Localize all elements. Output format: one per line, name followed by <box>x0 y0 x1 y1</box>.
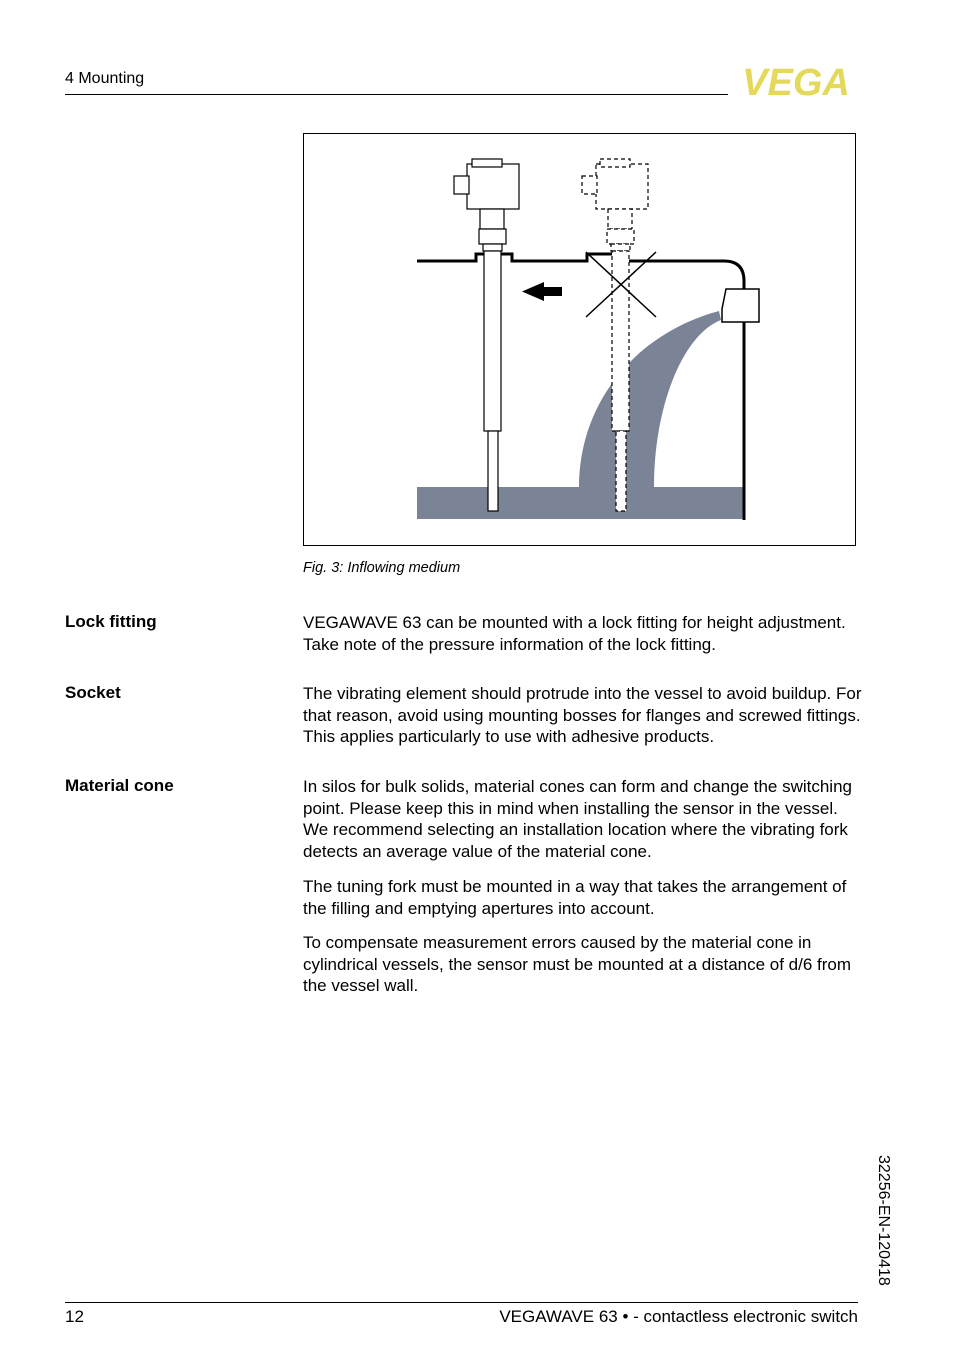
label-lock-fitting: Lock fitting <box>65 612 157 631</box>
header-rule <box>65 94 728 95</box>
installation-diagram <box>304 134 857 547</box>
paragraph-material-cone-3: To compensate measurement errors caused by the material cone in cylindrical vessels, the sensor must be mounted at a distance of d/6 from the vessel wall. <box>303 933 852 996</box>
header-section-title: 4 Mounting <box>65 70 145 87</box>
logo-text: VEGA <box>742 62 850 102</box>
paragraph-socket: The vibrating element should protrude into the vessel to avoid buildup. For that reason, avoid using mounting bosses for flanges and screwed fittings. This applies particularly to use with adhesive products. <box>303 684 862 747</box>
document-id: 32256-EN-120418 <box>875 1155 892 1286</box>
paragraph-material-cone-2: The tuning fork must be mounted in a way that takes the arrangement of the filling and emptying apertures into account. <box>303 877 847 918</box>
figure-caption: Fig. 3: Inflowing medium <box>303 560 461 576</box>
figure-inflowing-medium <box>303 133 856 546</box>
inflowing-stream <box>579 311 721 487</box>
filling-nozzle <box>722 289 759 322</box>
page-number: 12 <box>65 1307 84 1326</box>
paragraph-lock-fitting: VEGAWAVE 63 can be mounted with a lock fitting for height adjustment. Take note of the pressure information of the lock fitting. <box>303 613 846 654</box>
sensor-correct <box>454 159 519 511</box>
bulk-material <box>417 487 745 519</box>
move-direction-arrow <box>522 282 562 301</box>
paragraph-material-cone-1: In silos for bulk solids, material cones can form and change the switching point. Please keep this in mind when installing the sensor in the vessel. We recommend selecting an installation location where the vibrating fork detects an average value of the material cone. <box>303 777 852 862</box>
label-material-cone: Material cone <box>65 776 174 795</box>
vega-logo <box>733 62 859 102</box>
footer-rule <box>65 1302 858 1303</box>
label-socket: Socket <box>65 683 121 702</box>
footer-title: VEGAWAVE 63 • - contactless electronic switch <box>499 1307 858 1326</box>
